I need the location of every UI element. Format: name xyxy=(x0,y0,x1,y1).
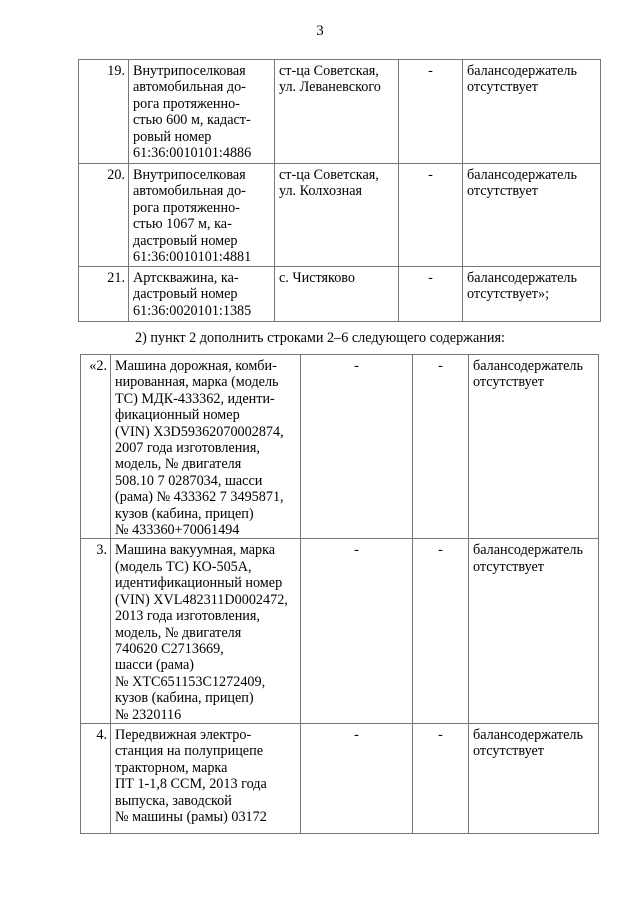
dash-cell: - xyxy=(301,355,413,539)
dash-cell: - xyxy=(399,60,463,164)
dash-cell: - xyxy=(399,164,463,267)
table-row xyxy=(79,164,601,267)
dash-cell: - xyxy=(413,539,469,723)
balance-holder: балансодержатель отсутствует xyxy=(469,355,599,539)
balance-holder: балансодержатель отсутствует»; xyxy=(463,267,601,322)
property-name: Машина вакуумная, марка (модель ТС) КО-505А, идентификационный номер (VIN) XVL482311D0002472, 2013 года изготовления, модель, № двигателя 740620 С2713669, шасси (рама) № XTC651153C1272409, кузов (кабина, прицеп) № 2320116 xyxy=(111,539,301,723)
dash-cell: - xyxy=(301,723,413,833)
property-name: Передвижная электро- станция на полуприцепе тракторном, марка ПТ 1-1,8 ССМ, 2013 года выпуска, заводской № машины (рамы) 03172 xyxy=(111,723,301,833)
property-name: Машина дорожная, комби- нированная, марка (модель ТС) МДК-433362, иденти- фикационный номер (VIN) X3D59362070002874, 2007 года изготовления, модель, № двигателя 508.10 7 0287034, шасси (рама) № 433362 7 3495871, кузов (кабина, прицеп) № 433360+70061494 xyxy=(111,355,301,539)
dash-cell: - xyxy=(413,355,469,539)
balance-holder: балансодержатель отсутствует xyxy=(463,60,601,164)
dash-cell: - xyxy=(399,267,463,322)
row-number: 19. xyxy=(79,60,129,164)
table-row xyxy=(81,355,599,539)
dash-cell: - xyxy=(413,723,469,833)
table-row xyxy=(81,539,599,723)
property-address: ст-ца Советская, ул. Колхозная xyxy=(275,164,399,267)
row-number: 20. xyxy=(79,164,129,267)
property-table-continued xyxy=(78,59,601,322)
property-name: Артскважина, ка- дастровый номер 61:36:0020101:1385 xyxy=(129,267,275,322)
page-number: 3 xyxy=(316,23,324,39)
table-row xyxy=(81,723,599,833)
balance-holder: балансодержатель отсутствует xyxy=(469,723,599,833)
property-name: Внутрипоселковая автомобильная до- рога протяженно- стью 600 м, кадаст- ровый номер 61:36:0010101:4886 xyxy=(129,60,275,164)
property-name: Внутрипоселковая автомобильная до- рога протяженно- стью 1067 м, ка- дастровый номер 61:36:0010101:4881 xyxy=(129,164,275,267)
property-table-additions xyxy=(80,354,599,834)
balance-holder: балансодержатель отсутствует xyxy=(469,539,599,723)
row-number: «2. xyxy=(81,355,111,539)
table-row xyxy=(79,60,601,164)
amendment-instruction: 2) пункт 2 дополнить строками 2–6 следующего содержания: xyxy=(135,330,505,346)
row-number: 3. xyxy=(81,539,111,723)
balance-holder: балансодержатель отсутствует xyxy=(463,164,601,267)
row-number: 4. xyxy=(81,723,111,833)
property-address: с. Чистяково xyxy=(275,267,399,322)
dash-cell: - xyxy=(301,539,413,723)
table-row xyxy=(79,267,601,322)
row-number: 21. xyxy=(79,267,129,322)
property-address: ст-ца Советская, ул. Леваневского xyxy=(275,60,399,164)
